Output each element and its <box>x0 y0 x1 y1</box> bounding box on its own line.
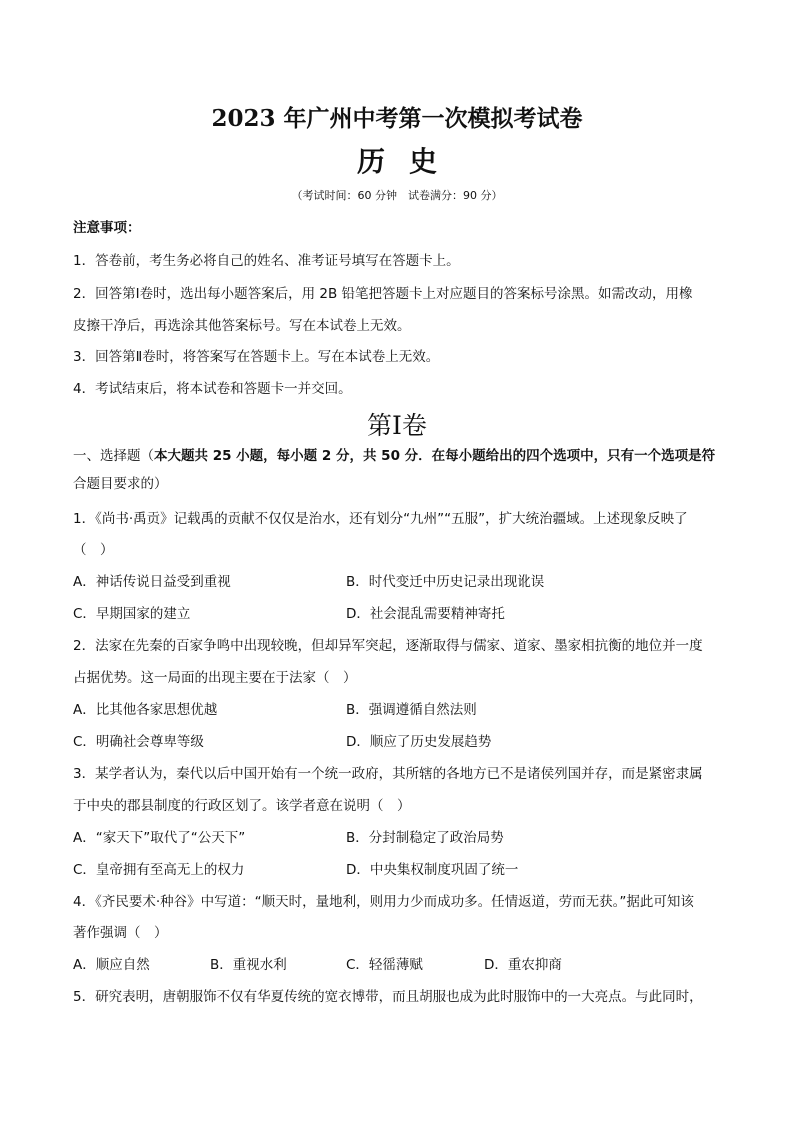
question-1-option-c[interactable]: C．早期国家的建立 <box>73 606 191 622</box>
question-1-option-b[interactable]: B．时代变迁中历史记录出现讹误 <box>346 574 545 590</box>
question-2-option-b[interactable]: B．强调遵循自然法则 <box>346 702 477 718</box>
question-3-option-b[interactable]: B．分封制稳定了政治局势 <box>346 830 504 846</box>
question-4-stem-cont: 著作强调（ ） <box>73 925 168 941</box>
question-4-stem: 4．《齐民要术·种谷》中写道：“顺天时，量地利，则用力少而成功多。任情返道，劳而无获。”据此可知该 <box>73 894 694 910</box>
question-1-option-d[interactable]: D．社会混乱需要精神寄托 <box>346 606 505 622</box>
question-2-stem: 2．法家在先秦的百家争鸣中出现较晚，但却异军突起，逐渐取得与儒家、道家、墨家相抗衡的地位并一度 <box>73 638 703 654</box>
question-3-option-a[interactable]: A．“家天下”取代了“公天下” <box>73 830 246 846</box>
section-title: 第Ⅰ卷 <box>367 411 427 440</box>
question-2-option-c[interactable]: C．明确社会尊卑等级 <box>73 734 204 750</box>
notice-item: 皮擦干净后，再选涂其他答案标号。写在本试卷上无效。 <box>73 318 411 334</box>
exam-info: （考试时间：60 分钟 试卷满分：90 分） <box>291 189 503 202</box>
section-intro <box>73 444 715 464</box>
question-4-option-c[interactable]: C．轻徭薄赋 <box>346 957 423 973</box>
question-2-stem-cont: 占据优势。这一局面的出现主要在于法家（ ） <box>73 670 357 686</box>
question-4-option-d[interactable]: D．重农抑商 <box>484 957 562 973</box>
notice-heading: 注意事项： <box>73 220 141 236</box>
notice-item: 1．答卷前，考生务必将自己的姓名、准考证号填写在答题卡上。 <box>73 253 460 269</box>
question-3-option-c[interactable]: C．皇帝拥有至高无上的权力 <box>73 862 245 878</box>
notice-item: 3．回答第Ⅱ卷时，将答案写在答题卡上。写在本试卷上无效。 <box>73 349 440 365</box>
question-1-option-a[interactable]: A．神话传说日益受到重视 <box>73 574 231 590</box>
question-4-option-b[interactable]: B．重视水利 <box>210 957 287 973</box>
notice-item: 2．回答第Ⅰ卷时，选出每小题答案后，用 2B 铅笔把答题卡上对应题目的答案标号涂黑。如需改动，用橡 <box>73 286 693 302</box>
subject-title: 历史 <box>356 145 461 178</box>
question-2-option-a[interactable]: A．比其他各家思想优越 <box>73 702 218 718</box>
section-intro-bold: 本大题共 25 小题，每小题 2 分，共 50 分．在每小题给出的四个选项中，只有一个选项是符 <box>154 448 716 464</box>
question-1-stem: 1．《尚书·禹贡》记载禹的贡献不仅仅是治水，还有划分“九州”“五服”，扩大统治疆域。上述现象反映了 <box>73 511 688 527</box>
question-4-option-a[interactable]: A．顺应自然 <box>73 957 150 973</box>
question-3-stem-cont: 于中央的郡县制度的行政区划了。该学者意在说明（ ） <box>73 798 411 814</box>
notice-item: 4．考试结束后，将本试卷和答题卡一并交回。 <box>73 381 352 397</box>
section-intro-lead: 一、选择题（ <box>73 448 154 464</box>
question-5-stem: 5．研究表明，唐朝服饰不仅有华夏传统的宽衣博带，而且胡服也成为此时服饰中的一大亮点。与此同时， <box>73 989 703 1005</box>
question-1-stem-cont: （ ） <box>73 542 114 558</box>
question-2-option-d[interactable]: D．顺应了历史发展趋势 <box>346 734 492 750</box>
question-3-option-d[interactable]: D．中央集权制度巩固了统一 <box>346 862 519 878</box>
question-3-stem: 3．某学者认为，秦代以后中国开始有一个统一政府，其所辖的各地方已不是诸侯列国并存，而是紧密隶属 <box>73 766 703 782</box>
exam-title: 2023 年广州中考第一次模拟考试卷 <box>211 105 583 132</box>
section-intro-line2: 合题目要求的） <box>73 476 168 492</box>
